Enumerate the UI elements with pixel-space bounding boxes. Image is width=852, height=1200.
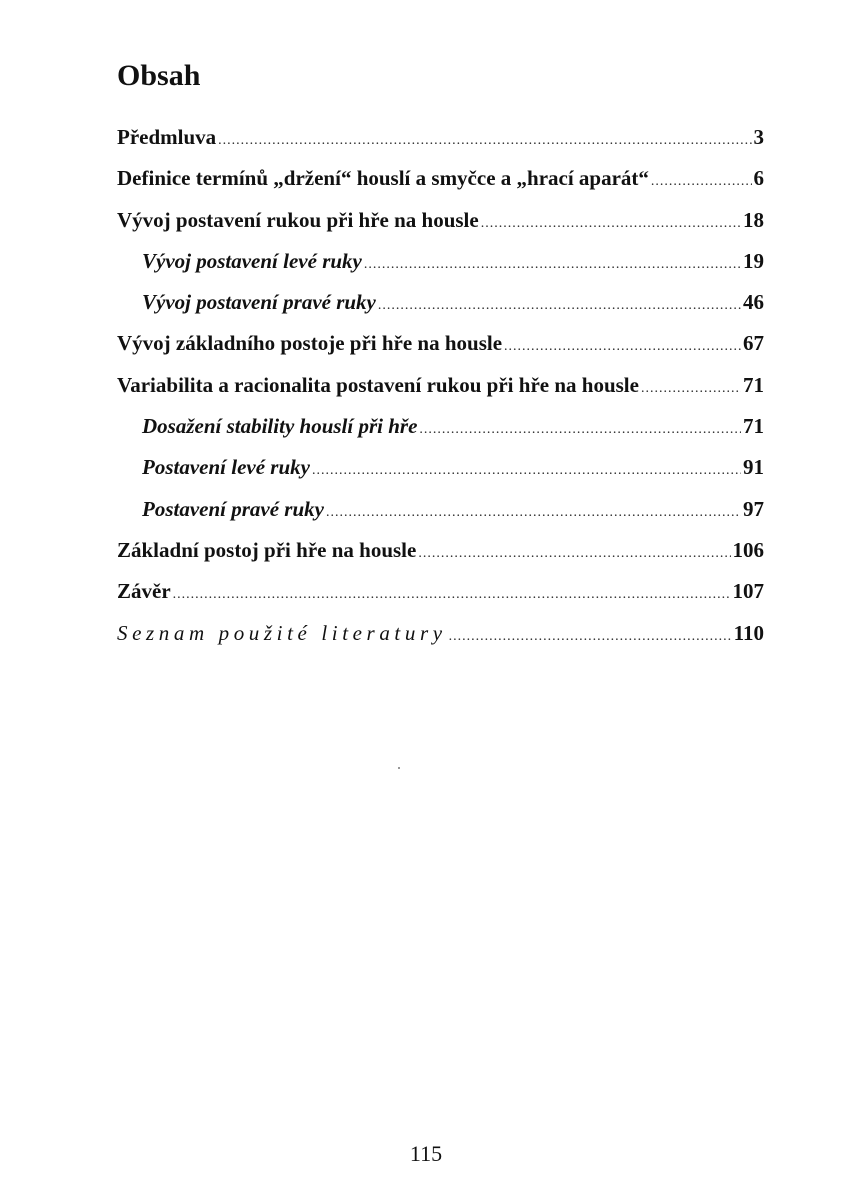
dot-leader — [418, 533, 730, 574]
toc-entry-page: 3 — [753, 125, 764, 149]
toc-entry-label: Vývoj postavení rukou při hře na housle — [117, 207, 479, 232]
toc-entry-page: 91 — [743, 455, 764, 480]
dot-leader — [326, 492, 741, 533]
toc-entry — [117, 365, 764, 406]
dot-leader — [641, 368, 741, 409]
dot-leader — [312, 450, 741, 491]
toc-entry-page: 18 — [743, 207, 764, 232]
dot-leader — [481, 203, 741, 244]
toc-entry-label: Variabilita a racionalita postavení rukou při hře na housle — [117, 372, 639, 397]
dot-leader — [419, 409, 741, 450]
dot-leader — [173, 574, 731, 615]
dot-leader — [449, 616, 732, 657]
dot-leader — [504, 326, 741, 367]
toc-entry-page: 67 — [743, 331, 764, 356]
toc-entry-page: 107 — [732, 579, 764, 604]
toc-subentry — [117, 447, 764, 488]
toc-entry-label: Závěr — [117, 579, 171, 604]
toc-entry-page: 110 — [733, 620, 764, 645]
toc-entry-label: Seznam použité literatury — [117, 620, 447, 645]
toc-entry — [117, 613, 764, 654]
toc-entry — [117, 323, 764, 364]
toc-entry-label: Definice termínů „držení“ houslí a smyčce a „hrací aparát“ — [117, 166, 649, 191]
toc-entry-label: Postavení pravé ruky — [142, 496, 324, 521]
toc-entry-page: 97 — [743, 496, 764, 521]
page-number: 115 — [409, 1141, 443, 1166]
toc-entry — [117, 571, 764, 612]
toc-entry-page: 71 — [743, 372, 764, 397]
dot-leader — [378, 285, 741, 326]
table-of-contents — [117, 117, 764, 654]
toc-subentry — [117, 241, 764, 282]
dot-leader — [364, 244, 741, 285]
toc-entry-page: 6 — [753, 166, 764, 191]
toc-entry-label: Základní postoj při hře na housle — [117, 537, 417, 562]
toc-subentry — [117, 489, 764, 530]
toc-entry-label: Vývoj postavení pravé ruky — [142, 290, 376, 315]
toc-entry — [117, 158, 764, 199]
toc-subentry — [117, 282, 764, 323]
toc-entry — [117, 200, 764, 241]
toc-heading: Obsah — [117, 59, 201, 92]
toc-entry-label: Postavení levé ruky — [142, 455, 310, 480]
toc-subentry — [117, 406, 764, 447]
toc-entry-label: Vývoj postavení levé ruky — [142, 248, 362, 273]
dot-leader — [651, 161, 752, 202]
scan-speck — [398, 767, 400, 769]
toc-entry — [117, 117, 764, 158]
toc-entry-page: 19 — [743, 248, 764, 273]
toc-entry-label: Dosažení stability houslí při hře — [142, 414, 418, 439]
toc-entry-page: 71 — [743, 414, 764, 439]
dot-leader — [218, 120, 751, 161]
toc-entry-label: Předmluva — [117, 125, 217, 149]
toc-entry-label: Vývoj základního postoje při hře na housle — [117, 331, 503, 356]
toc-entry-page: 106 — [732, 537, 764, 562]
toc-entry-page: 46 — [743, 290, 764, 315]
toc-entry — [117, 530, 764, 571]
